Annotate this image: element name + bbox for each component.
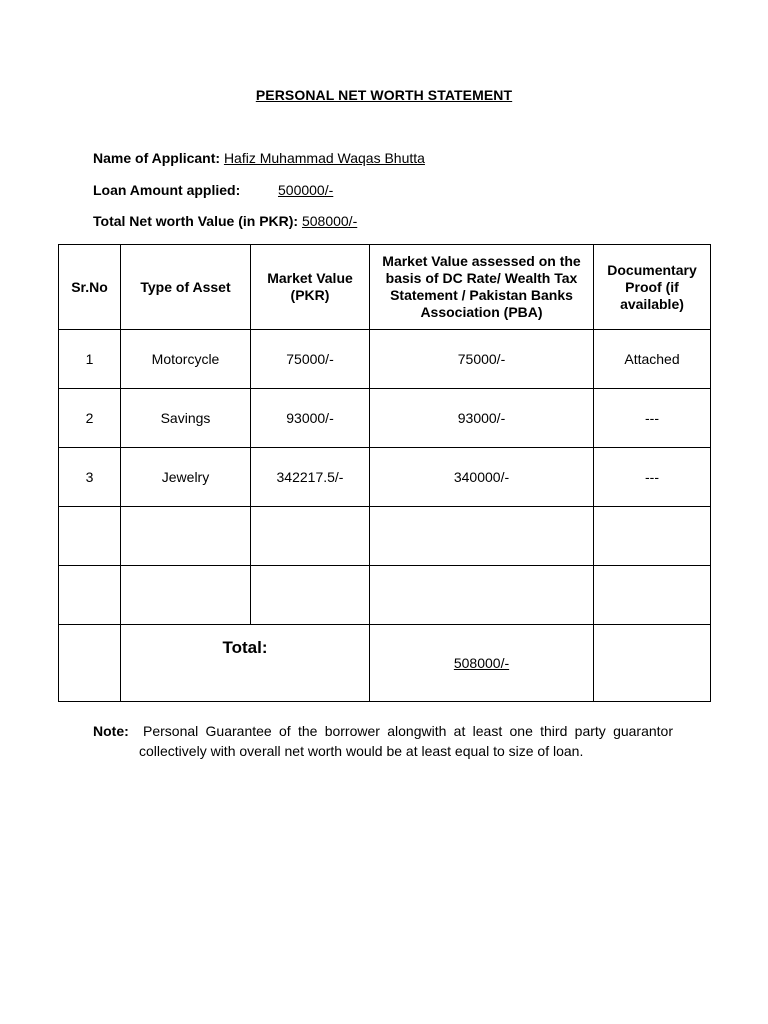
- header-type-of-asset: Type of Asset: [121, 245, 251, 330]
- table-row-empty: [59, 507, 711, 566]
- cell-assessed: 340000/-: [370, 448, 594, 507]
- networth-label: Total Net worth Value (in PKR):: [93, 213, 299, 229]
- cell-type: Savings: [121, 389, 251, 448]
- assets-table: [58, 244, 711, 702]
- cell-market: 75000/-: [251, 330, 370, 389]
- cell-proof: ---: [594, 389, 711, 448]
- header-market-value: Market Value (PKR): [251, 245, 370, 330]
- cell-assessed: 75000/-: [370, 330, 594, 389]
- cell-market: [251, 566, 370, 625]
- cell-proof: Attached: [594, 330, 711, 389]
- cell-srno: 1: [59, 330, 121, 389]
- note-text: Personal Guarantee of the borrower alongwith at least one third party guarantor collectively with overall net worth would be at least equal to size of loan.: [139, 723, 673, 759]
- cell-srno: [59, 566, 121, 625]
- total-empty-cell: [59, 625, 121, 702]
- loan-line: [93, 182, 334, 199]
- loan-label: Loan Amount applied:: [93, 182, 241, 198]
- total-value: 508000/-: [453, 654, 510, 671]
- table-row: [59, 330, 711, 389]
- cell-proof: ---: [594, 448, 711, 507]
- networth-line: [93, 213, 357, 230]
- table-row: [59, 389, 711, 448]
- cell-market: [251, 507, 370, 566]
- cell-proof: [594, 566, 711, 625]
- cell-srno: [59, 507, 121, 566]
- cell-type: [121, 566, 251, 625]
- total-label: Total:: [121, 625, 370, 702]
- table-row: [59, 448, 711, 507]
- cell-type: Motorcycle: [121, 330, 251, 389]
- applicant-label: Name of Applicant:: [93, 150, 221, 166]
- applicant-line: [93, 150, 425, 167]
- cell-srno: 3: [59, 448, 121, 507]
- total-value-cell: [370, 625, 594, 702]
- header-assessed-value: Market Value assessed on the basis of DC Rate/ Wealth Tax Statement / Pakistan Banks Association (PBA): [370, 245, 594, 330]
- table-row-empty: [59, 566, 711, 625]
- note-label: Note:: [93, 723, 129, 739]
- loan-amount: 500000/-: [278, 182, 334, 198]
- note-block: [93, 721, 673, 761]
- table-header-row: [59, 245, 711, 330]
- cell-type: [121, 507, 251, 566]
- cell-assessed: [370, 566, 594, 625]
- header-documentary-proof: Documentary Proof (if available): [594, 245, 711, 330]
- cell-srno: 2: [59, 389, 121, 448]
- cell-proof: [594, 507, 711, 566]
- networth-value: 508000/-: [301, 213, 358, 229]
- applicant-name: Hafiz Muhammad Waqas Bhutta: [223, 150, 425, 166]
- table-total-row: [59, 625, 711, 702]
- cell-market: 342217.5/-: [251, 448, 370, 507]
- cell-type: Jewelry: [121, 448, 251, 507]
- cell-assessed: 93000/-: [370, 389, 594, 448]
- header-srno: Sr.No: [59, 245, 121, 330]
- cell-market: 93000/-: [251, 389, 370, 448]
- total-proof-cell: [594, 625, 711, 702]
- document-title: PERSONAL NET WORTH STATEMENT: [255, 87, 513, 103]
- cell-assessed: [370, 507, 594, 566]
